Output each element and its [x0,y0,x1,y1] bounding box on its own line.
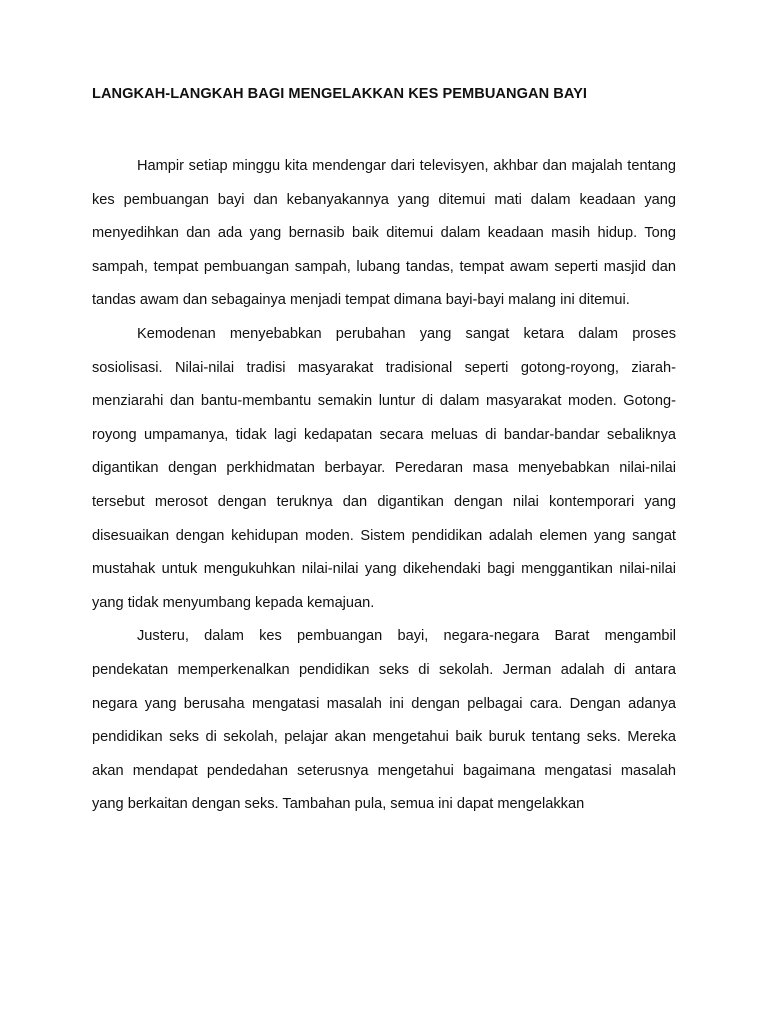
paragraph-1: Hampir setiap minggu kita mendengar dari televisyen, akhbar dan majalah tentang kes pembuangan bayi dan kebanyakannya yang ditemui mati dalam keadaan yang menyedihkan dan ada yang bernasib baik ditemui dalam keadaan masih hidup. Tong sampah, tempat pembuangan sampah, lubang tandas, tempat awam seperti masjid dan tandas awam dan sebagainya menjadi tempat dimana bayi-bayi malang ini ditemui. [92,158,676,309]
document-body [92,150,676,822]
paragraph-2: Kemodenan menyebabkan perubahan yang sangat ketara dalam proses sosiolisasi. Nilai-nilai tradisi masyarakat tradisional seperti gotong-royong, ziarah-menziarahi dan bantu-membantu semakin luntur di dalam masyarakat moden. Gotong-royong umpamanya, tidak lagi kedapatan secara meluas di bandar-bandar sebaliknya digantikan dengan perkhidmatan berbayar. Peredaran masa menyebabkan nilai-nilai tersebut merosot dengan teruknya dan digantikan dengan nilai kontemporari yang disesuaikan dengan kehidupan moden. Sistem pendidikan adalah elemen yang sangat mustahak untuk mengukuhkan nilai-nilai yang dikehendaki bagi menggantikan nilai-nilai yang tidak menyumbang kepada kemajuan. [92,325,676,611]
paragraph-3: Justeru, dalam kes pembuangan bayi, negara-negara Barat mengambil pendekatan memperkenalkan pendidikan seks di sekolah. Jerman adalah di antara negara yang berusaha mengatasi masalah ini dengan pelbagai cara. Dengan adanya pendidikan seks di sekolah, pelajar akan mengetahui baik buruk tentang seks. Mereka akan mendapat pendedahan seterusnya mengetahui bagaimana mengatasi masalah yang berkaitan dengan seks. Tambahan pula, semua ini dapat mengelakkan [92,628,676,813]
document-title: LANGKAH-LANGKAH BAGI MENGELAKKAN KES PEMBUANGAN BAYI [92,86,588,102]
